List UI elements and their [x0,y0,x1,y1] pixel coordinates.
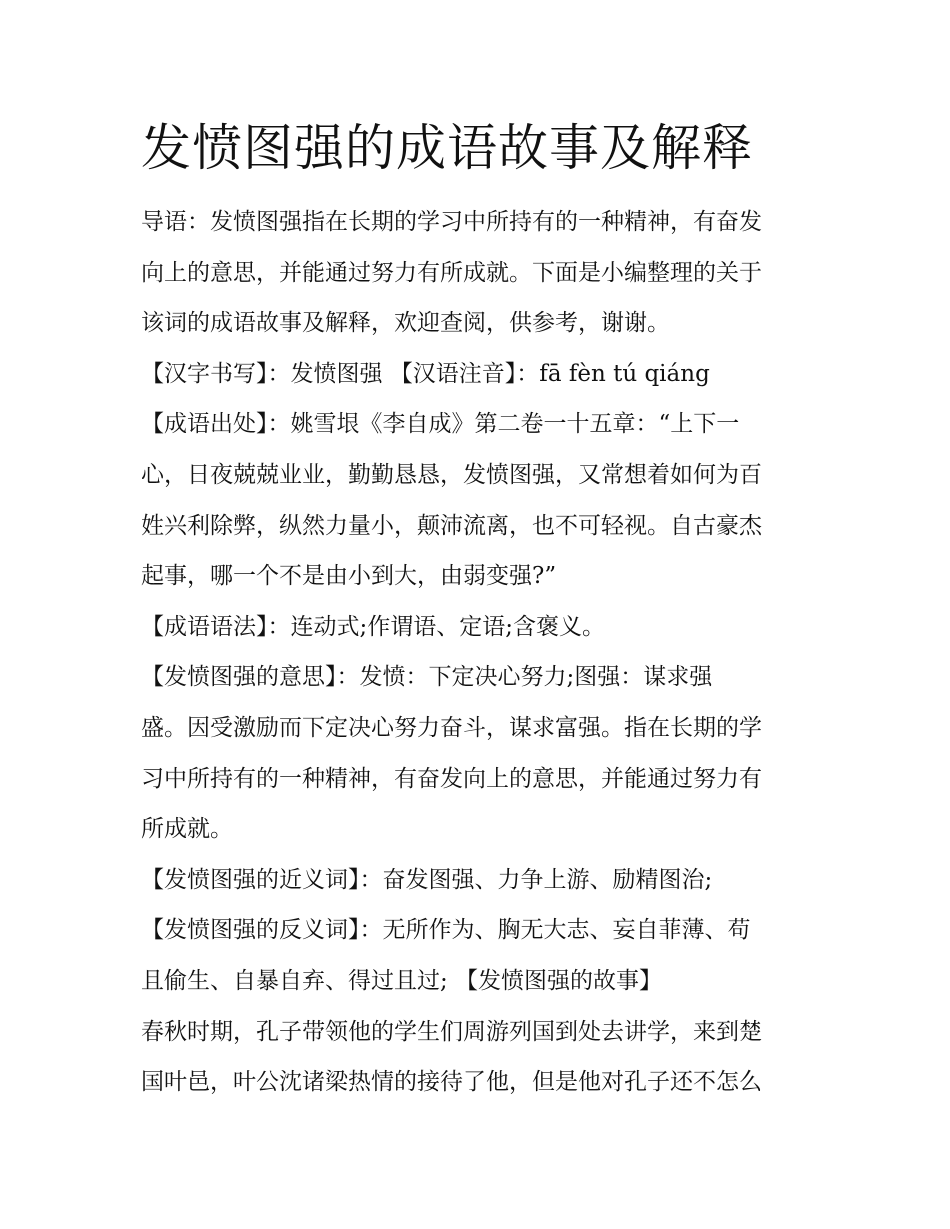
body-line: 【发愤图强的反义词】：无所作为、胸无大志、妄自菲薄、苟 [141,917,751,944]
body-line: 导语：发愤图强指在长期的学习中所持有的一种精神，有奋发 [141,209,762,235]
body-line: 心，日夜兢兢业业，勤勤恳恳，发愤图强，又常想着如何为百 [141,461,762,488]
body-line: 盛。因受激励而下定决心努力奋斗，谋求富强。指在长期的学 [141,714,762,741]
body-line: 【成语语法】：连动式;作谓语、定语;含褒义。 [141,613,605,640]
document-body [141,197,813,1108]
document-title: 发愤图强的成语故事及解释 [141,119,753,177]
body-line: 【汉字书写】：发愤图强 【汉语注音】：fā fèn tú qiáng [141,360,710,387]
body-line: 该词的成语故事及解释，欢迎查阅，供参考，谢谢。 [141,310,670,337]
body-line: 起事，哪一个不是由小到大，由弱变强?” [141,563,557,590]
body-line: 【成语出处】：姚雪垠《李自成》第二卷一十五章：“上下一 [141,411,740,438]
body-line: 向上的意思，并能通过努力有所成就。下面是小编整理的关于 [141,259,762,286]
body-line: 国叶邑，叶公沈诸梁热情的接待了他，但是他对孔子还不怎么 [141,1069,762,1096]
body-line: 【发愤图强的近义词】：奋发图强、力争上游、励精图治; [141,866,713,893]
body-line: 所成就。 [141,816,233,843]
body-line: 姓兴利除弊，纵然力量小，颠沛流离，也不可轻视。自古豪杰 [141,512,762,539]
body-line: 且偷生、自暴自弃、得过且过; 【发愤图强的故事】 [141,967,663,994]
body-line: 【发愤图强的意思】：发愤：下定决心努力;图强：谋求强 [141,664,713,691]
body-line: 习中所持有的一种精神，有奋发向上的意思，并能通过努力有 [141,765,762,792]
body-line: 春秋时期，孔子带领他的学生们周游列国到处去讲学，来到楚 [141,1018,762,1045]
